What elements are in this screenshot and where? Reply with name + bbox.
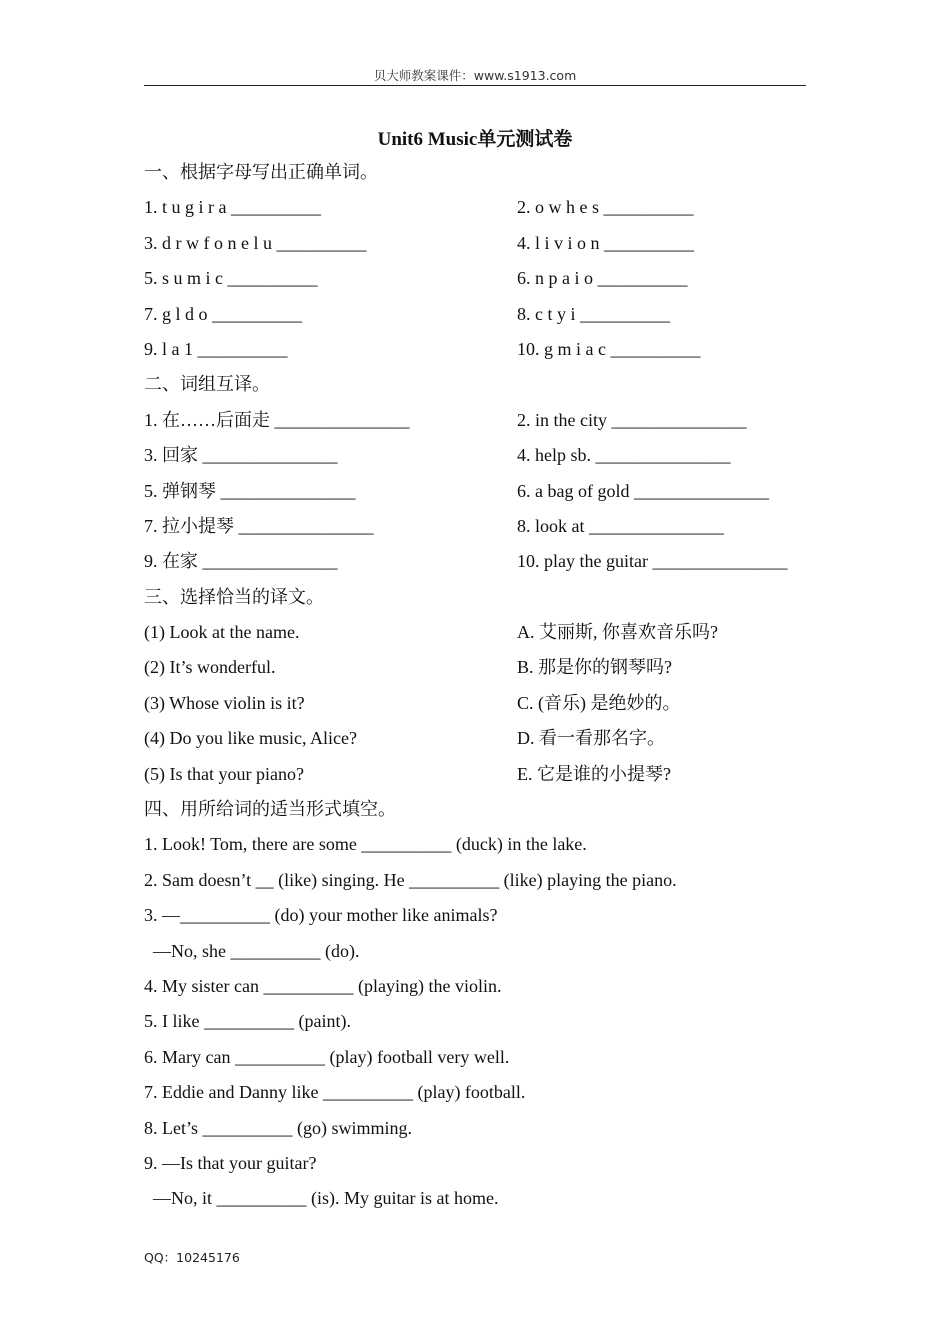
question-left: 3. d r w f o n e l u __________ [144, 232, 367, 253]
section1-heading: 一、根据字母写出正确单词。 [144, 162, 378, 182]
question-row [144, 618, 806, 653]
option-right: D. 看一看那名字。 [517, 728, 665, 749]
page-header: 贝大师教案课件：www.s1913.com [373, 68, 577, 83]
question-left: 9. l a 1 __________ [144, 338, 288, 359]
question-left: 5. 弹钢琴 _______________ [144, 480, 356, 501]
question-right: 2. o w h e s __________ [517, 197, 694, 218]
option-right: B. 那是你的钢琴吗? [517, 657, 672, 678]
question-row [144, 477, 806, 512]
question-left: (1) Look at the name. [144, 622, 300, 643]
question-row [144, 653, 806, 688]
question-line: 2. Sam doesn’t __ (like) singing. He __________ (like) playing the piano. [144, 869, 677, 890]
question-line: 8. Let’s __________ (go) swimming. [144, 1117, 412, 1138]
section4-heading: 四、用所给词的适当形式填空。 [144, 799, 396, 820]
question-left: (5) Is that your piano? [144, 763, 304, 784]
question-right: 10. g m i a c __________ [517, 338, 701, 359]
question-left: 9. 在家 _______________ [144, 551, 338, 572]
option-right: E. 它是谁的小提琴? [517, 763, 671, 784]
page-footer: QQ：10245176 [144, 1250, 240, 1265]
question-row [144, 547, 806, 582]
answer-line: —No, it __________ (is). My guitar is at home. [153, 1188, 499, 1209]
question-left: (2) It’s wonderful. [144, 657, 276, 678]
question-row [144, 760, 806, 795]
question-row [144, 724, 806, 759]
page-title: Unit6 Music单元测试卷 [377, 129, 573, 150]
question-right: 2. in the city _______________ [517, 409, 747, 430]
question-right: 8. look at _______________ [517, 515, 724, 536]
question-left: 1. t u g i r a __________ [144, 197, 321, 218]
question-right: 8. c t y i __________ [517, 303, 670, 324]
question-left: 5. s u m i c __________ [144, 268, 318, 289]
question-right: 6. n p a i o __________ [517, 268, 688, 289]
question-line: 7. Eddie and Danny like __________ (play) football. [144, 1082, 526, 1103]
section2-heading: 二、词组互译。 [144, 374, 270, 395]
question-line: 1. Look! Tom, there are some __________ (duck) in the lake. [144, 834, 587, 855]
question-row [144, 193, 806, 228]
question-right: 4. help sb. _______________ [517, 445, 731, 466]
question-left: 1. 在……后面走 _______________ [144, 409, 410, 430]
question-line: 6. Mary can __________ (play) football very well. [144, 1046, 510, 1067]
question-left: (4) Do you like music, Alice? [144, 728, 357, 749]
question-left: 7. g l d o __________ [144, 303, 303, 324]
option-right: C. (音乐) 是绝妙的。 [517, 692, 681, 713]
question-line: 9. —Is that your guitar? [144, 1152, 317, 1173]
question-left: 7. 拉小提琴 _______________ [144, 515, 374, 536]
question-row [144, 512, 806, 547]
option-right: A. 艾丽斯, 你喜欢音乐吗? [517, 622, 718, 643]
question-right: 4. l i v i o n __________ [517, 232, 695, 253]
question-line: 4. My sister can __________ (playing) the violin. [144, 975, 502, 996]
section3-heading: 三、选择恰当的译文。 [144, 586, 324, 607]
question-row [144, 229, 806, 264]
question-right: 10. play the guitar _______________ [517, 551, 788, 572]
question-row [144, 406, 806, 441]
question-row [144, 441, 806, 476]
question-line: 5. I like __________ (paint). [144, 1011, 351, 1032]
question-right: 6. a bag of gold _______________ [517, 480, 769, 501]
question-row [144, 335, 806, 370]
question-left: (3) Whose violin is it? [144, 692, 305, 713]
header-divider [144, 85, 806, 86]
question-row [144, 300, 806, 335]
answer-line: —No, she __________ (do). [153, 940, 360, 961]
question-line: 3. —__________ (do) your mother like animals? [144, 905, 498, 926]
worksheet-body [144, 158, 806, 1220]
question-left: 3. 回家 _______________ [144, 445, 338, 466]
question-row [144, 264, 806, 299]
question-row [144, 689, 806, 724]
